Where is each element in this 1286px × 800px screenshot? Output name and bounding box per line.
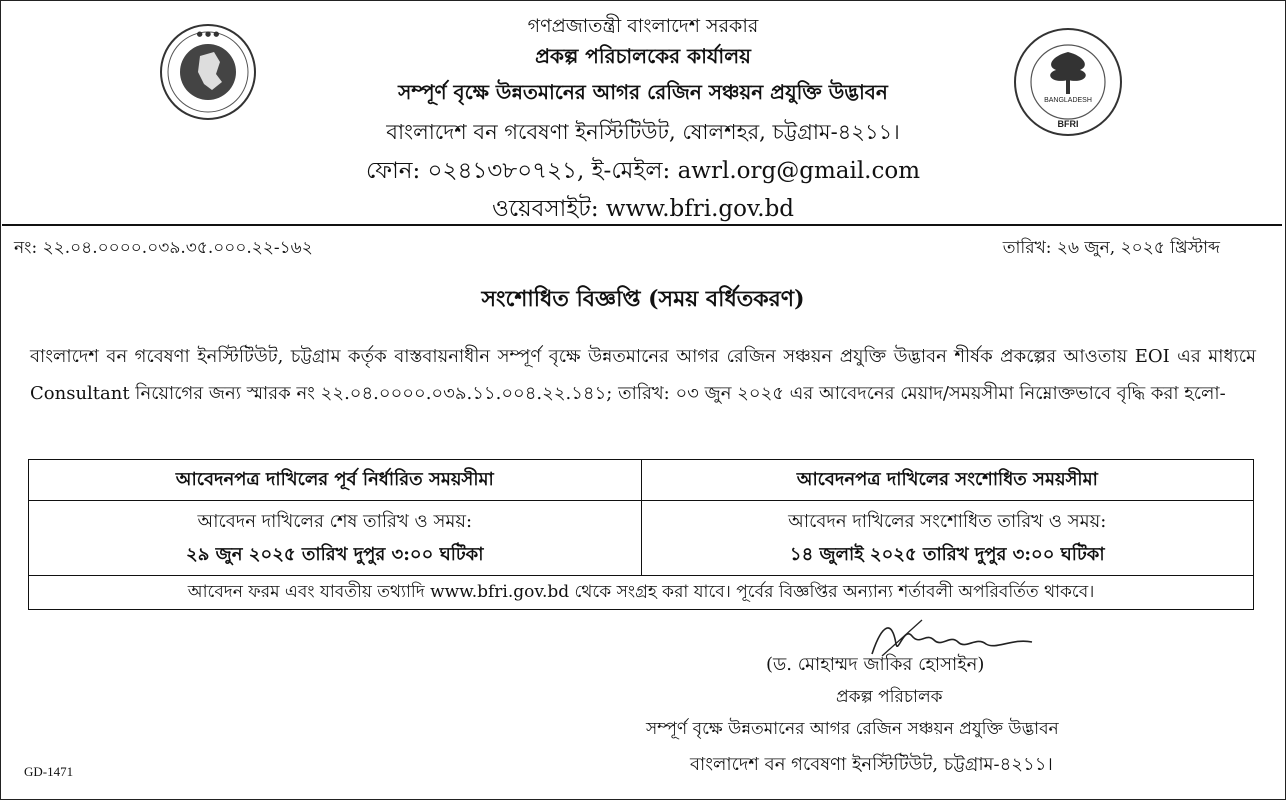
signatory-name: (ড. মোহাম্মদ জাকির হোসাইন) [766,654,985,675]
notice-body: বাংলাদেশ বন গবেষণা ইনস্টিটিউট, চট্টগ্রাম কর্তৃক বাস্তবায়নাধীন সম্পূর্ণ বৃক্ষে উন্নতমানের আগর রেজিন সঞ্চয়ন প্রযুক্তি উদ্ভাবন শীর্ষক প্রকল্পের আওতায় EOI এর মাধ্যমে Consultant নিয়োগের জন্য স্মারক নং ২২.০৪.০০০০.০৩৯.১১.০০৪.২২.১৪১; তারিখ: ০৩ জুন ২০২৫ এর আবেদনের মেয়াদ/সময়সীমা নিম্নোক্তভাবে বৃদ্ধি করা হলো- [30,346,1256,404]
gd-code: GD-1471 [24,764,74,779]
schedule-table [28,459,1254,610]
previous-deadline-value: ২৯ জুন ২০২৫ তারিখ দুপুর ৩:০০ ঘটিকা [186,544,484,565]
contact-info: ফোন: ০২৪১৩৮০৭২১, ই-মেইল: awrl.org@gmail.com [365,158,921,184]
svg-text:● ● ●: ● ● ● [196,30,220,38]
revised-deadline-label: আবেদন দাখিলের সংশোধিত তারিখ ও সময়: [788,511,1107,532]
signatory-role: প্রকল্প পরিচালক [836,687,943,707]
notice-title: সংশোধিত বিজ্ঞপ্তি (সময় বর্ধিতকরণ) [481,286,805,312]
previous-deadline-header: আবেদনপত্র দাখিলের পূর্ব নির্ধারিত সময়সীমা [29,460,642,501]
office-address: বাংলাদেশ বন গবেষণা ইনস্টিটিউট, ষোলশহর, চট্টগ্রাম-৪২১১। [386,120,900,144]
website-info: ওয়েবসাইট: www.bfri.gov.bd [491,196,795,222]
svg-text:BANGLADESH: BANGLADESH [1044,97,1092,104]
govt-name: গণপ্রজাতন্ত্রী বাংলাদেশ সরকার [527,15,759,37]
signatory-project: সম্পূর্ণ বৃক্ষে উন্নতমানের আগর রেজিন সঞ্চয়ন প্রযুক্তি উদ্ভাবন [646,719,1059,739]
svg-text:BFRI: BFRI [1057,119,1079,129]
memo-date: তারিখ: ২৬ জুন, ২০২৫ খ্রিস্টাব্দ [1002,238,1220,258]
revised-deadline-cell [641,501,1254,576]
revised-deadline-header: আবেদনপত্র দাখিলের সংশোধিত সময়সীমা [641,460,1254,501]
previous-deadline-label: আবেদন দাখিলের শেষ তারিখ ও সময়: [197,511,473,532]
memo-number: নং: ২২.০৪.০০০০.০৩৯.৩৫.০০০.২২-১৬২ [14,238,313,258]
previous-deadline-cell [29,501,642,576]
project-name: সম্পূর্ণ বৃক্ষে উন্নতমানের আগর রেজিন সঞ্চয়ন প্রযুক্তি উদ্ভাবন [398,80,888,104]
schedule-footer-note: আবেদন ফরম এবং যাবতীয় তথ্যাদি www.bfri.gov.bd থেকে সংগ্রহ করা যাবে। পূর্বের বিজ্ঞপ্তির অন্যান্য শর্তাবলী অপরিবর্তিত থাকবে। [29,576,1254,610]
signatory-institute: বাংলাদেশ বন গবেষণা ইনস্টিটিউট, চট্টগ্রাম-৪২১১। [690,754,1053,775]
office-name: প্রকল্প পরিচালকের কার্যালয় [535,44,751,68]
revised-deadline-value: ১৪ জুলাই ২০২৫ তারিখ দুপুর ৩:০০ ঘটিকা [789,544,1105,565]
